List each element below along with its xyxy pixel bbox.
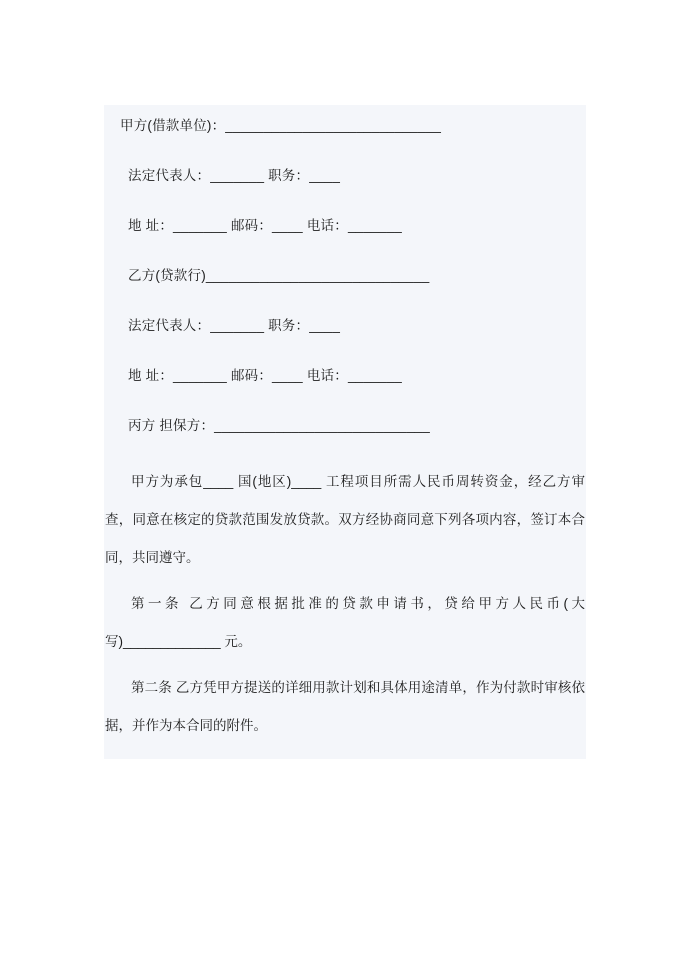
- spacer: [104, 577, 586, 585]
- party-b-representative: 法定代表人：_______ 职务：____: [128, 318, 341, 333]
- clause-1-paragraph: 第一条 乙方同意根据批准的贷款申请书，贷给甲方人民币(大写)_____________ 元。: [105, 596, 585, 649]
- party-a-representative: 法定代表人：_______ 职务：____: [128, 168, 341, 183]
- party-b-address: 地 址：_______ 邮码：____ 电话：_______: [128, 368, 402, 383]
- party-b-heading: 乙方(贷款行)_____________________________: [128, 268, 430, 283]
- spacer: [104, 455, 586, 463]
- party-a-address: 地 址：_______ 邮码：____ 电话：_______: [128, 218, 402, 233]
- clause-2-paragraph: 第二条 乙方凭甲方提送的详细用款计划和具体用途清单，作为付款时审核依据，并作为本合同的附件。: [105, 680, 585, 733]
- preamble-paragraph: 甲方为承包____ 国(地区)____ 工程项目所需人民币周转资金，经乙方审查，同意在核定的贷款范围发放贷款。双方经协商同意下列各项内容，签订本合同，共同遵守。: [105, 474, 585, 565]
- party-c-heading: 丙方 担保方：____________________________: [128, 418, 430, 433]
- document-content-block: [104, 105, 586, 759]
- party-a-heading: 甲方(借款单位)：____________________________: [120, 118, 442, 133]
- spacer: [104, 661, 586, 669]
